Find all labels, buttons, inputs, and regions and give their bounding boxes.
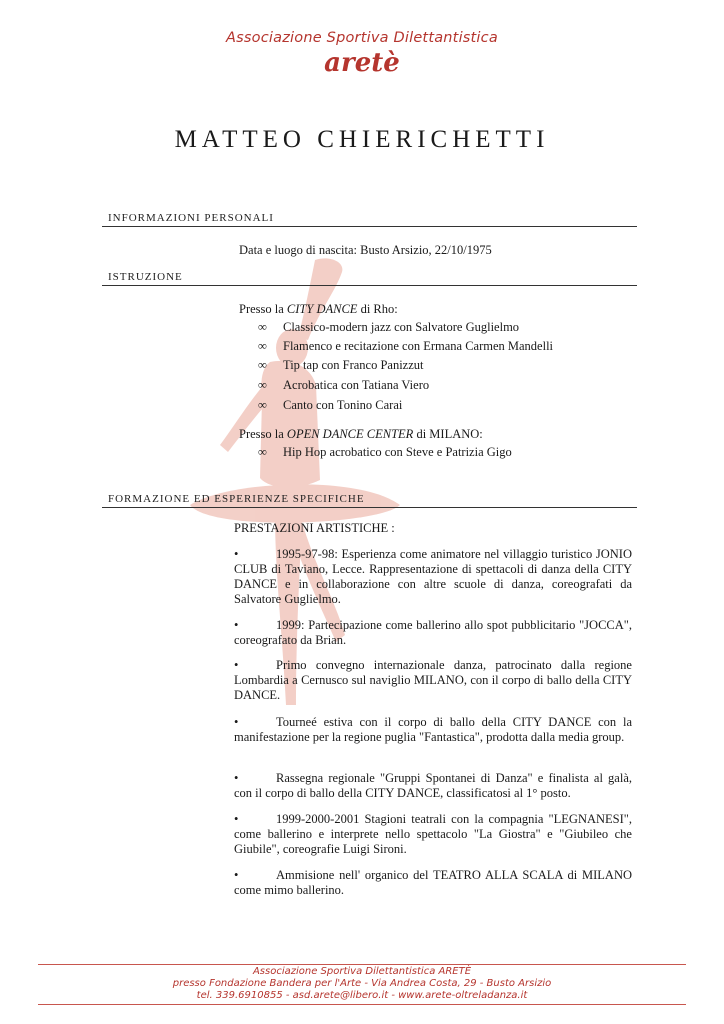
- footer-divider-bottom: [38, 1004, 686, 1005]
- open-dance-name: OPEN DANCE CENTER: [286, 427, 414, 441]
- education-open-dance: Presso la OPEN DANCE CENTER di MILANO:: [239, 427, 483, 441]
- city-dance-name: CITY DANCE: [286, 302, 358, 316]
- list-item: ∞ Acrobatica con Tatiana Viero: [258, 378, 430, 392]
- section-education: ISTRUZIONE: [102, 271, 637, 286]
- footer-divider-top: [38, 964, 686, 965]
- list-item: ∞ Tip tap con Franco Panizzut: [258, 358, 424, 372]
- list-item: ∞ Hip Hop acrobatico con Steve e Patrizia Gigo: [258, 445, 512, 459]
- education-city-dance: Presso la CITY DANCE di Rho:: [239, 302, 398, 316]
- person-name: MATTEO CHIERICHETTI: [174, 126, 550, 153]
- performance-item: • Rassegna regionale "Gruppi Spontanei di Danza" e finalista al galà, con il corpo di ballo della CITY DANCE, classificatosi al 1° posto.: [234, 771, 632, 800]
- association-logo: aretè: [324, 48, 400, 78]
- footer-contacts: tel. 339.6910855 - asd.arete@libero.it - www.arete-oltreladanza.it: [196, 990, 528, 1001]
- performance-item: • 1999: Partecipazione come ballerino allo spot pubblicitario "JOCCA", coreografato da Brian.: [234, 618, 632, 647]
- performance-item: • Tourneé estiva con il corpo di ballo della CITY DANCE con la manifestazione per la regione puglia "Fantastica", prodotta dalla media group.: [234, 715, 632, 744]
- list-item: ∞ Canto con Tonino Carai: [258, 398, 403, 412]
- list-item: ∞ Flamenco e recitazione con Ermana Carmen Mandelli: [258, 339, 554, 353]
- performance-item: • 1995-97-98: Esperienza come animatore nel villaggio turistico JONIO CLUB di Taviano, Lecce. Rappresentazione di spettacoli di danza della CITY DANCE e in collaborazione con altre scuole di danza, coreografati da Salvatore Guglielmo.: [234, 547, 632, 606]
- association-name: Associazione Sportiva Dilettantistica: [226, 30, 498, 46]
- list-item: ∞ Classico-modern jazz con Salvatore Guglielmo: [258, 320, 520, 334]
- performance-item: • Ammisione nell' organico del TEATRO ALLA SCALA di MILANO come mimo ballerino.: [234, 868, 632, 897]
- footer-association: Associazione Sportiva Dilettantistica ARETÈ: [252, 966, 472, 977]
- birth-info: Data e luogo di nascita: Busto Arsizio, 22/10/1975: [239, 243, 492, 257]
- footer-address: presso Fondazione Bandera per l'Arte - Via Andrea Costa, 29 - Busto Arsizio: [172, 978, 552, 989]
- performances-title: PRESTAZIONI ARTISTICHE :: [234, 521, 395, 535]
- section-training: FORMAZIONE ED ESPERIENZE SPECIFICHE: [102, 493, 637, 508]
- performance-item: • 1999-2000-2001 Stagioni teatrali con la compagnia "LEGNANESI", come ballerino e interprete nello spettacolo "La Giostra" e "Giubileo che Giubile", coreografie Luigi Sironi.: [234, 812, 632, 856]
- performance-item: • Primo convegno internazionale danza, patrocinato dalla regione Lombardia a Cernusco sul naviglio MILANO, con il corpo di ballo della CITY DANCE.: [234, 658, 632, 702]
- section-personal-info: INFORMAZIONI PERSONALI: [102, 212, 637, 227]
